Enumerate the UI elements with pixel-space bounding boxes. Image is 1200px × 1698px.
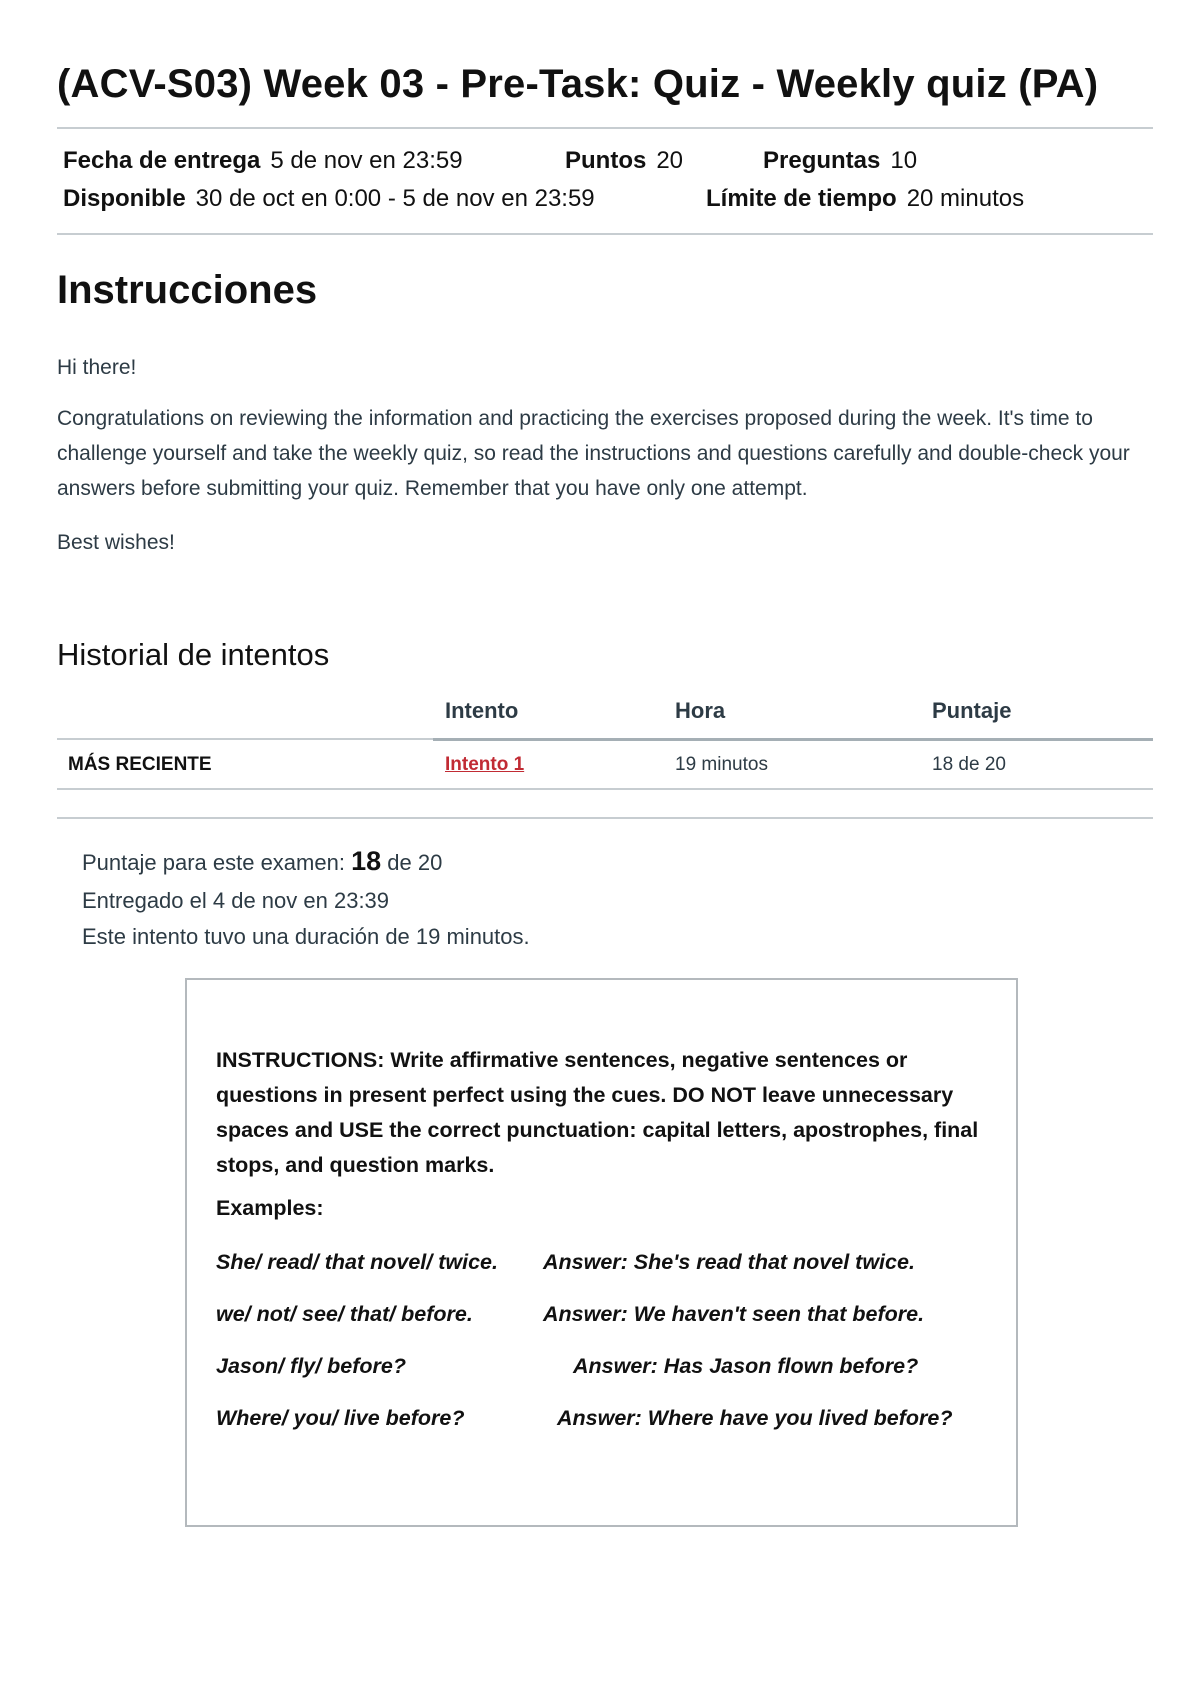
column-header-attempt: Intento <box>445 698 519 723</box>
attempt-duration: Este intento tuvo una duración de 19 minutos. <box>82 924 530 949</box>
attempt-time: 19 minutos <box>675 754 768 775</box>
question-content <box>216 1043 996 1430</box>
due-date-value: 5 de nov en 23:59 <box>270 147 463 174</box>
instructions-greeting: Hi there! <box>57 356 137 379</box>
instructions-closing: Best wishes! <box>57 531 175 554</box>
most-recent-label: MÁS RECIENTE <box>68 754 212 775</box>
question-instructions: INSTRUCTIONS: Write affirmative sentences, negative sentences or questions in present perfect using the cues. DO NOT leave unnecessary spaces and USE the correct punctuation: capital letters, apostrophes, final stops, and question marks. <box>216 1048 979 1177</box>
table-header-divider-emphasis <box>433 738 1153 741</box>
attempt-cell <box>445 754 524 776</box>
score-summary <box>82 846 442 877</box>
meta-divider <box>57 233 1153 235</box>
availability <box>63 185 595 213</box>
instructions-body: Congratulations on reviewing the information and practicing the exercises proposed during the week. It's time to challenge yourself and take the weekly quiz, so read the instructions and questions carefully and double-check your answers before submitting your quiz. Remember that you have only one attempt. <box>57 407 1130 500</box>
instructions-heading: Instrucciones <box>57 268 318 312</box>
questions-count <box>763 147 917 175</box>
score-suffix: de 20 <box>387 850 443 875</box>
submitted-at: Entregado el 4 de nov en 23:39 <box>82 888 390 913</box>
example-cue: we/ not/ see/ that/ before. <box>216 1302 473 1326</box>
time-limit <box>706 185 1024 213</box>
questions-value: 10 <box>890 147 918 174</box>
time-limit-label: Límite de tiempo <box>706 185 897 212</box>
score-prefix: Puntaje para este examen: <box>82 850 345 875</box>
column-header-score: Puntaje <box>932 698 1012 723</box>
example-answer: Answer: Where have you lived before? <box>557 1406 953 1430</box>
attempt-1-link[interactable]: Intento 1 <box>445 754 525 775</box>
attempt-history-heading: Historial de intentos <box>57 637 330 672</box>
question-instructions-box <box>185 978 1018 1527</box>
points-label: Puntos <box>565 147 647 174</box>
questions-label: Preguntas <box>763 147 881 174</box>
attempt-score: 18 de 20 <box>932 754 1006 775</box>
column-header-time: Hora <box>675 698 726 723</box>
quiz-title: (ACV-S03) Week 03 - Pre-Task: Quiz - Weekly quiz (PA) <box>57 62 1099 106</box>
example-answer: Answer: Has Jason flown before? <box>573 1354 919 1378</box>
availability-label: Disponible <box>63 185 186 212</box>
time-limit-value: 20 minutos <box>906 185 1025 212</box>
title-divider <box>57 127 1153 129</box>
summary-divider <box>57 817 1153 819</box>
table-header-divider <box>57 738 433 740</box>
example-answer: Answer: We haven't seen that before. <box>543 1302 925 1326</box>
example-answer: Answer: She's read that novel twice. <box>543 1250 915 1274</box>
availability-value: 30 de oct en 0:00 - 5 de nov en 23:59 <box>195 185 595 212</box>
table-row-divider <box>57 788 1153 790</box>
example-cue: She/ read/ that novel/ twice. <box>216 1250 498 1274</box>
example-cue: Jason/ fly/ before? <box>216 1354 406 1378</box>
due-date-label: Fecha de entrega <box>63 147 261 174</box>
examples-label: Examples: <box>216 1196 324 1220</box>
example-cue: Where/ you/ live before? <box>216 1406 465 1430</box>
points-value: 20 <box>656 147 684 174</box>
score-value: 18 <box>351 846 382 876</box>
due-date <box>63 147 463 175</box>
points <box>565 147 683 175</box>
